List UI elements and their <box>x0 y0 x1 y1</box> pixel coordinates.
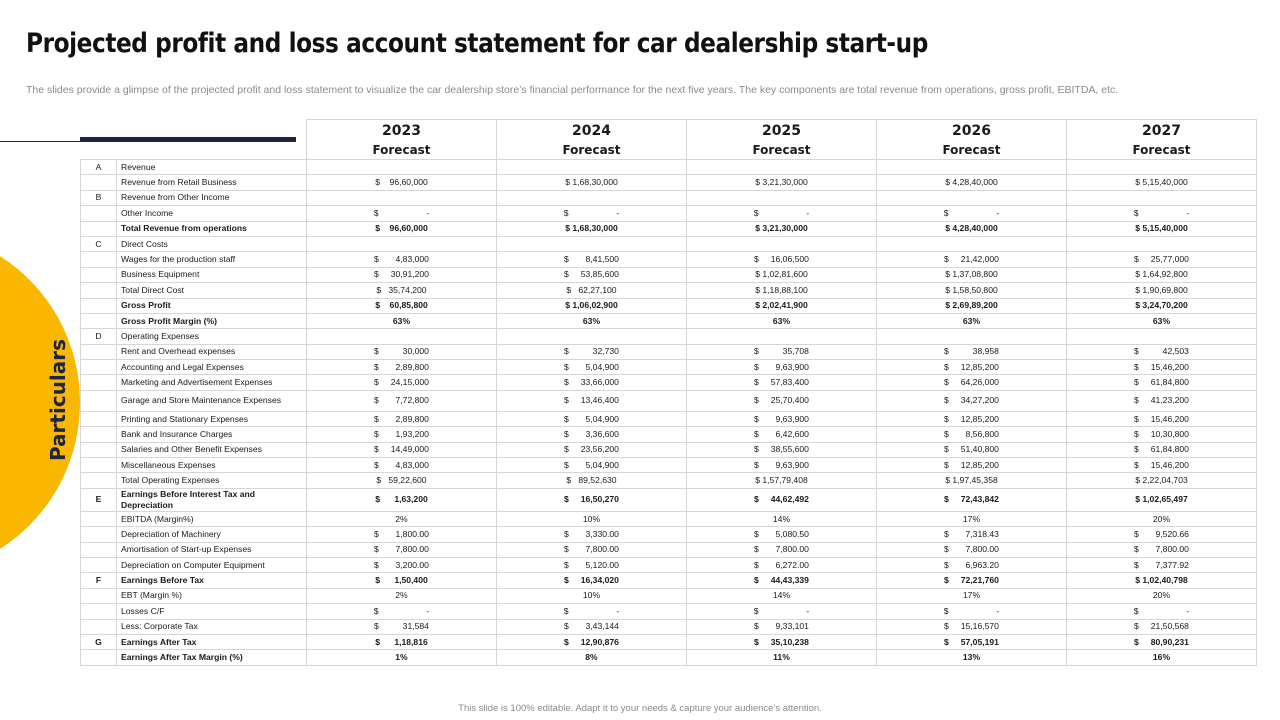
row-label: Less: Corporate Tax <box>117 619 307 634</box>
row-code: F <box>81 573 117 588</box>
row-value-2027: $ 5,15,40,000 <box>1067 221 1257 236</box>
row-value-2027: $ 80,90,231 <box>1067 634 1257 649</box>
table-row <box>81 206 1257 221</box>
row-value-2026: $ 1,97,45,358 <box>877 473 1067 488</box>
row-code <box>81 588 117 603</box>
forecast-header: Forecast <box>307 142 497 160</box>
row-value-2024: $ 33,66,000 <box>497 375 687 390</box>
row-value-2026: $ 15,16,570 <box>877 619 1067 634</box>
row-value-2027: $ 42,503 <box>1067 344 1257 359</box>
row-code: A <box>81 160 117 175</box>
row-value-2025: 14% <box>687 511 877 526</box>
row-code <box>81 458 117 473</box>
row-value-2027: $ - <box>1067 604 1257 619</box>
row-value-2024: 63% <box>497 313 687 328</box>
row-value-2027: $ 1,64,92,800 <box>1067 267 1257 282</box>
row-code <box>81 313 117 328</box>
row-value-2027: $ 7,377.92 <box>1067 557 1257 572</box>
row-value-2023: $ 30,91,200 <box>307 267 497 282</box>
row-value-2025: $ 7,800.00 <box>687 542 877 557</box>
row-label: Gross Profit <box>117 298 307 313</box>
table-row <box>81 313 1257 328</box>
row-code <box>81 390 117 411</box>
row-value-2025: $ 2,02,41,900 <box>687 298 877 313</box>
row-value-2026: $ 51,40,800 <box>877 442 1067 457</box>
row-label: EBT (Margin %) <box>117 588 307 603</box>
row-value-2027: $ 61,84,800 <box>1067 442 1257 457</box>
table-row <box>81 190 1257 205</box>
table-row <box>81 650 1257 665</box>
row-code <box>81 442 117 457</box>
row-value-2024: $ 3,43,144 <box>497 619 687 634</box>
row-label: Business Equipment <box>117 267 307 282</box>
row-value-2027 <box>1067 329 1257 344</box>
forecast-header: Forecast <box>877 142 1067 160</box>
row-value-2024: $ 7,800.00 <box>497 542 687 557</box>
row-value-2026: $ 2,69,89,200 <box>877 298 1067 313</box>
row-value-2023: $ 24,15,000 <box>307 375 497 390</box>
row-value-2027: $ 5,15,40,000 <box>1067 175 1257 190</box>
row-label: Revenue from Other Income <box>117 190 307 205</box>
row-value-2023 <box>307 160 497 175</box>
row-code <box>81 375 117 390</box>
row-label: Bank and Insurance Charges <box>117 427 307 442</box>
row-code <box>81 557 117 572</box>
row-value-2026 <box>877 160 1067 175</box>
row-label: Total Direct Cost <box>117 283 307 298</box>
table-row <box>81 588 1257 603</box>
row-value-2024: 10% <box>497 511 687 526</box>
row-value-2023: $ 2,89,800 <box>307 411 497 426</box>
row-value-2025: $ 44,43,339 <box>687 573 877 588</box>
row-value-2025: $ 3,21,30,000 <box>687 175 877 190</box>
row-value-2023: $ 3,200.00 <box>307 557 497 572</box>
row-code <box>81 267 117 282</box>
row-value-2023: $ 1,800.00 <box>307 527 497 542</box>
row-code <box>81 650 117 665</box>
year-header: 2025 <box>687 120 877 143</box>
row-value-2023: $ 2,89,800 <box>307 360 497 375</box>
table-row <box>81 221 1257 236</box>
row-value-2024 <box>497 236 687 251</box>
row-value-2023: $ 96,60,000 <box>307 175 497 190</box>
row-value-2023: 2% <box>307 588 497 603</box>
row-value-2024: $ - <box>497 206 687 221</box>
row-value-2027: $ 1,02,65,497 <box>1067 488 1257 511</box>
row-value-2024: 10% <box>497 588 687 603</box>
row-value-2025: $ 1,57,79,408 <box>687 473 877 488</box>
row-value-2025: $ 1,18,88,100 <box>687 283 877 298</box>
row-code <box>81 206 117 221</box>
row-value-2025 <box>687 236 877 251</box>
row-value-2026: $ 72,43,842 <box>877 488 1067 511</box>
row-value-2025: $ 9,33,101 <box>687 619 877 634</box>
row-value-2025 <box>687 190 877 205</box>
row-label: Earnings Before Interest Tax and Depreciation <box>117 488 307 511</box>
year-header: 2027 <box>1067 120 1257 143</box>
row-value-2026: $ 7,318.43 <box>877 527 1067 542</box>
row-value-2023: $ 1,93,200 <box>307 427 497 442</box>
row-value-2024: $ 32,730 <box>497 344 687 359</box>
row-value-2023: $ 7,800.00 <box>307 542 497 557</box>
row-value-2023: $ 4,83,000 <box>307 252 497 267</box>
profit-loss-table <box>80 119 1257 666</box>
row-label: Operating Expenses <box>117 329 307 344</box>
table-row <box>81 298 1257 313</box>
row-value-2023: 2% <box>307 511 497 526</box>
row-value-2024: $ 62,27,100 <box>497 283 687 298</box>
row-code <box>81 511 117 526</box>
row-value-2025: $ 1,02,81,600 <box>687 267 877 282</box>
row-code <box>81 542 117 557</box>
table-row <box>81 267 1257 282</box>
row-value-2027: $ 15,46,200 <box>1067 411 1257 426</box>
row-code <box>81 175 117 190</box>
row-value-2026: $ 8,56,800 <box>877 427 1067 442</box>
table-body <box>81 160 1257 666</box>
row-value-2027: $ 41,23,200 <box>1067 390 1257 411</box>
row-value-2027: $ 3,24,70,200 <box>1067 298 1257 313</box>
table-row <box>81 573 1257 588</box>
row-label: Marketing and Advertisement Expenses <box>117 375 307 390</box>
row-value-2025: $ 5,080.50 <box>687 527 877 542</box>
row-value-2025: $ 9,63,900 <box>687 360 877 375</box>
row-value-2024: $ 5,04,900 <box>497 458 687 473</box>
row-value-2024 <box>497 190 687 205</box>
row-value-2027: $ 1,90,69,800 <box>1067 283 1257 298</box>
row-value-2023 <box>307 190 497 205</box>
table-row <box>81 488 1257 511</box>
row-value-2023: $ 59,22,600 <box>307 473 497 488</box>
row-value-2025: $ 9,63,900 <box>687 411 877 426</box>
row-label: Earnings After Tax <box>117 634 307 649</box>
row-value-2027: $ 1,02,40,798 <box>1067 573 1257 588</box>
footer-note: This slide is 100% editable. Adapt it to your needs & capture your audience’s attention. <box>458 703 822 714</box>
row-code <box>81 427 117 442</box>
row-value-2024: $ 3,330.00 <box>497 527 687 542</box>
row-value-2024: $ 23,56,200 <box>497 442 687 457</box>
row-value-2026: $ 57,05,191 <box>877 634 1067 649</box>
row-value-2024: $ 5,04,900 <box>497 360 687 375</box>
row-value-2025: $ 44,62,492 <box>687 488 877 511</box>
particulars-label: Particulars <box>46 338 70 462</box>
row-value-2026: $ 4,28,40,000 <box>877 175 1067 190</box>
row-label: Total Revenue from operations <box>117 221 307 236</box>
table-row <box>81 619 1257 634</box>
row-value-2025: 11% <box>687 650 877 665</box>
table-row <box>81 604 1257 619</box>
row-value-2024: $ 89,52,630 <box>497 473 687 488</box>
row-code <box>81 283 117 298</box>
row-value-2023: $ 30,000 <box>307 344 497 359</box>
row-code <box>81 411 117 426</box>
row-value-2024: $ 13,46,400 <box>497 390 687 411</box>
row-value-2027: $ - <box>1067 206 1257 221</box>
page-title: Projected profit and loss account statement for car dealership start-up <box>26 28 928 59</box>
row-value-2025: $ 16,06,500 <box>687 252 877 267</box>
row-label: EBITDA (Margin%) <box>117 511 307 526</box>
row-value-2023: $ 35,74,200 <box>307 283 497 298</box>
row-value-2027: $ 9,520.66 <box>1067 527 1257 542</box>
row-code <box>81 221 117 236</box>
forecast-header: Forecast <box>1067 142 1257 160</box>
row-label: Depreciation on Computer Equipment <box>117 557 307 572</box>
row-value-2023: $ 1,18,816 <box>307 634 497 649</box>
row-value-2027: $ 61,84,800 <box>1067 375 1257 390</box>
row-value-2026: 17% <box>877 588 1067 603</box>
row-value-2023: $ 31,584 <box>307 619 497 634</box>
row-value-2026 <box>877 329 1067 344</box>
row-value-2027: $ 15,46,200 <box>1067 360 1257 375</box>
row-value-2025: $ - <box>687 604 877 619</box>
row-code <box>81 298 117 313</box>
row-value-2023: $ 4,83,000 <box>307 458 497 473</box>
row-value-2023: $ 14,49,000 <box>307 442 497 457</box>
row-value-2023: $ - <box>307 604 497 619</box>
row-label: Earnings Before Tax <box>117 573 307 588</box>
row-value-2023 <box>307 329 497 344</box>
row-value-2023: $ 1,50,400 <box>307 573 497 588</box>
row-value-2027: 20% <box>1067 511 1257 526</box>
row-value-2023: $ 96,60,000 <box>307 221 497 236</box>
row-value-2024: 8% <box>497 650 687 665</box>
row-label: Direct Costs <box>117 236 307 251</box>
row-value-2025: $ - <box>687 206 877 221</box>
row-value-2027: $ 15,46,200 <box>1067 458 1257 473</box>
row-value-2027: 20% <box>1067 588 1257 603</box>
row-value-2026: $ 1,58,50,800 <box>877 283 1067 298</box>
row-code: G <box>81 634 117 649</box>
table-row <box>81 542 1257 557</box>
row-value-2024: $ 16,34,020 <box>497 573 687 588</box>
row-value-2027: $ 10,30,800 <box>1067 427 1257 442</box>
row-value-2026: $ 6,963.20 <box>877 557 1067 572</box>
row-code <box>81 527 117 542</box>
table-row <box>81 427 1257 442</box>
row-value-2026: $ - <box>877 604 1067 619</box>
row-label: Rent and Overhead expenses <box>117 344 307 359</box>
page-subtitle: The slides provide a glimpse of the projected profit and loss statement to visualize the car dealership store’s financial performance for the next five years. The key components are total revenue from operations, gross profit, EBITDA, etc. <box>26 84 1119 96</box>
row-value-2025 <box>687 160 877 175</box>
row-value-2027 <box>1067 160 1257 175</box>
row-value-2027 <box>1067 190 1257 205</box>
row-value-2026: $ 72,21,760 <box>877 573 1067 588</box>
row-value-2025: $ 6,272.00 <box>687 557 877 572</box>
row-value-2027: $ 21,50,568 <box>1067 619 1257 634</box>
row-value-2024: $ 8,41,500 <box>497 252 687 267</box>
row-value-2026: $ - <box>877 206 1067 221</box>
row-value-2025: $ 3,21,30,000 <box>687 221 877 236</box>
row-value-2026: $ 64,26,000 <box>877 375 1067 390</box>
row-value-2023: 63% <box>307 313 497 328</box>
row-label: Earnings After Tax Margin (%) <box>117 650 307 665</box>
row-value-2023: $ 1,63,200 <box>307 488 497 511</box>
row-value-2026: 63% <box>877 313 1067 328</box>
row-value-2026: 13% <box>877 650 1067 665</box>
row-code: D <box>81 329 117 344</box>
row-value-2023 <box>307 236 497 251</box>
row-value-2026: $ 12,85,200 <box>877 360 1067 375</box>
table-row <box>81 557 1257 572</box>
table-row <box>81 236 1257 251</box>
row-value-2027: $ 7,800.00 <box>1067 542 1257 557</box>
row-value-2026: $ 38,958 <box>877 344 1067 359</box>
row-value-2026: $ 4,28,40,000 <box>877 221 1067 236</box>
row-label: Depreciation of Machinery <box>117 527 307 542</box>
row-value-2026: $ 12,85,200 <box>877 458 1067 473</box>
row-value-2027: 63% <box>1067 313 1257 328</box>
row-value-2026: $ 21,42,000 <box>877 252 1067 267</box>
row-code <box>81 360 117 375</box>
row-value-2024: $ 1,06,02,900 <box>497 298 687 313</box>
row-value-2026: $ 34,27,200 <box>877 390 1067 411</box>
row-label: Printing and Stationary Expenses <box>117 411 307 426</box>
row-value-2024: $ 53,85,600 <box>497 267 687 282</box>
row-value-2024: $ 5,04,900 <box>497 411 687 426</box>
table-row <box>81 175 1257 190</box>
row-value-2025: 63% <box>687 313 877 328</box>
row-label: Salaries and Other Benefit Expenses <box>117 442 307 457</box>
row-label: Wages for the production staff <box>117 252 307 267</box>
row-value-2025: $ 57,83,400 <box>687 375 877 390</box>
forecast-header: Forecast <box>687 142 877 160</box>
row-code: C <box>81 236 117 251</box>
row-label: Gross Profit Margin (%) <box>117 313 307 328</box>
row-label: Revenue from Retail Business <box>117 175 307 190</box>
table-row <box>81 527 1257 542</box>
row-value-2027: 16% <box>1067 650 1257 665</box>
row-code <box>81 344 117 359</box>
row-label: Other Income <box>117 206 307 221</box>
table-row <box>81 458 1257 473</box>
year-header: 2024 <box>497 120 687 143</box>
row-code <box>81 604 117 619</box>
row-value-2026 <box>877 236 1067 251</box>
table-row <box>81 160 1257 175</box>
table-row <box>81 375 1257 390</box>
row-value-2025: $ 35,708 <box>687 344 877 359</box>
row-value-2024 <box>497 160 687 175</box>
table-row <box>81 252 1257 267</box>
row-value-2025: 14% <box>687 588 877 603</box>
row-value-2023: 1% <box>307 650 497 665</box>
row-value-2024: $ - <box>497 604 687 619</box>
row-value-2025: $ 38,55,600 <box>687 442 877 457</box>
row-value-2025 <box>687 329 877 344</box>
row-value-2027: $ 2,22,04,703 <box>1067 473 1257 488</box>
row-value-2026: 17% <box>877 511 1067 526</box>
row-label: Total Operating Expenses <box>117 473 307 488</box>
row-label: Accounting and Legal Expenses <box>117 360 307 375</box>
row-label: Amortisation of Start-up Expenses <box>117 542 307 557</box>
row-value-2026 <box>877 190 1067 205</box>
table-row <box>81 473 1257 488</box>
row-value-2024 <box>497 329 687 344</box>
accent-line <box>0 141 80 142</box>
row-value-2023: $ 7,72,800 <box>307 390 497 411</box>
row-value-2026: $ 12,85,200 <box>877 411 1067 426</box>
row-value-2024: $ 1,68,30,000 <box>497 221 687 236</box>
row-label: Revenue <box>117 160 307 175</box>
year-header: 2026 <box>877 120 1067 143</box>
row-value-2024: $ 12,90,876 <box>497 634 687 649</box>
row-value-2027: $ 25,77,000 <box>1067 252 1257 267</box>
row-value-2026: $ 7,800.00 <box>877 542 1067 557</box>
row-label: Garage and Store Maintenance Expenses <box>117 390 307 411</box>
row-label: Miscellaneous Expenses <box>117 458 307 473</box>
table-row <box>81 442 1257 457</box>
table-row <box>81 634 1257 649</box>
row-value-2024: $ 1,68,30,000 <box>497 175 687 190</box>
row-value-2025: $ 35,10,238 <box>687 634 877 649</box>
row-code <box>81 252 117 267</box>
row-value-2025: $ 6,42,600 <box>687 427 877 442</box>
row-value-2025: $ 9,63,900 <box>687 458 877 473</box>
row-value-2026: $ 1,37,08,800 <box>877 267 1067 282</box>
row-code: E <box>81 488 117 511</box>
row-value-2024: $ 16,50,270 <box>497 488 687 511</box>
row-code <box>81 619 117 634</box>
table-row <box>81 511 1257 526</box>
forecast-header: Forecast <box>497 142 687 160</box>
row-value-2024: $ 5,120.00 <box>497 557 687 572</box>
row-value-2023: $ 60,85,800 <box>307 298 497 313</box>
table-row <box>81 283 1257 298</box>
table-row <box>81 360 1257 375</box>
row-value-2025: $ 25,70,400 <box>687 390 877 411</box>
table-row <box>81 390 1257 411</box>
row-code: B <box>81 190 117 205</box>
row-value-2027 <box>1067 236 1257 251</box>
row-value-2023: $ - <box>307 206 497 221</box>
row-label: Losses C/F <box>117 604 307 619</box>
table-row <box>81 344 1257 359</box>
row-value-2024: $ 3,36,600 <box>497 427 687 442</box>
year-header: 2023 <box>307 120 497 143</box>
table-row <box>81 411 1257 426</box>
row-code <box>81 473 117 488</box>
table-row <box>81 329 1257 344</box>
